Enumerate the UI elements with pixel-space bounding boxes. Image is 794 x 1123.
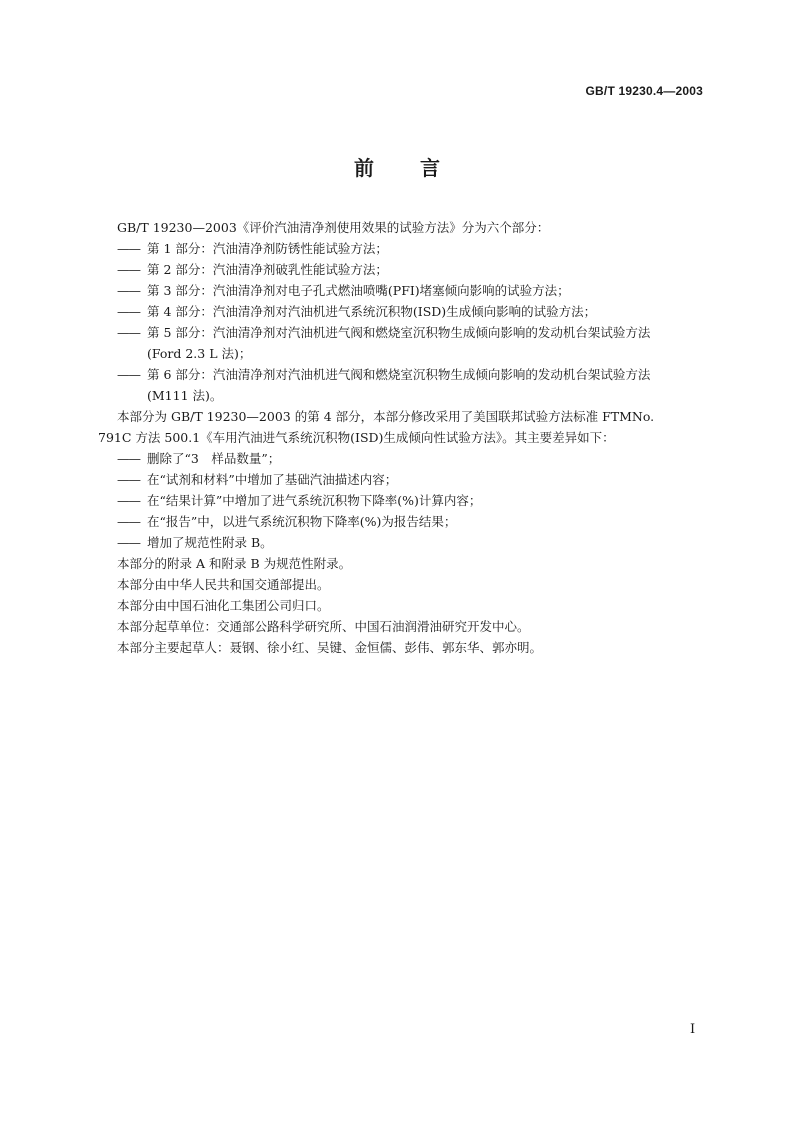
list-item — [117, 259, 705, 280]
part-text: 第 6 部分：汽油清净剂对汽油机进气阀和燃烧室沉积物生成倾向影响的发动机台架试验方法 — [147, 367, 651, 382]
difference-text: 在“试剂和材料”中增加了基础汽油描述内容； — [147, 472, 398, 487]
dash-marker: —— — [117, 493, 140, 508]
dash-marker: —— — [117, 367, 140, 382]
page-title: 前言 — [354, 156, 486, 180]
part-text: 第 3 部分：汽油清净剂对电子孔式燃油喷嘴(PFI)堵塞倾向影响的试验方法； — [147, 283, 570, 298]
list-item — [117, 511, 705, 532]
dash-marker: —— — [117, 325, 140, 340]
adoption-paragraph-continuation: 791C 方法 500.1《车用汽油进气系统沉积物(ISD)生成倾向性试验方法》。其主要差异如下： — [98, 430, 615, 445]
dash-marker: —— — [117, 535, 140, 550]
statement-paragraph: 本部分的附录 A 和附录 B 为规范性附录。 — [117, 556, 352, 571]
statement-paragraph: 本部分由中国石油化工集团公司归口。 — [117, 598, 330, 613]
page-number: I — [690, 1022, 696, 1037]
part-text: 第 5 部分：汽油清净剂对汽油机进气阀和燃烧室沉积物生成倾向影响的发动机台架试验方法 — [147, 325, 651, 340]
intro-paragraph: GB/T 19230—2003《评价汽油清净剂使用效果的试验方法》分为六个部分： — [117, 220, 550, 235]
difference-text: 增加了规范性附录 B。 — [147, 535, 273, 550]
dash-marker: —— — [117, 472, 140, 487]
part-text: 第 4 部分：汽油清净剂对汽油机进气系统沉积物(ISD)生成倾向影响的试验方法； — [147, 304, 597, 319]
statement-paragraph: 本部分由中华人民共和国交通部提出。 — [117, 577, 330, 592]
statement-paragraph: 本部分起草单位：交通部公路科学研究所、中国石油润滑油研究开发中心。 — [117, 619, 530, 634]
dash-marker: —— — [117, 283, 140, 298]
list-item — [117, 280, 705, 301]
list-item — [117, 322, 705, 343]
statement-paragraph: 本部分主要起草人：聂钢、徐小红、吴键、金恒儒、彭伟、郭东华、郭亦明。 — [117, 640, 543, 655]
list-item — [117, 364, 705, 385]
list-item-continuation: (M111 法)。 — [147, 388, 223, 403]
difference-text: 在“结果计算”中增加了进气系统沉积物下降率(%)计算内容； — [147, 493, 482, 508]
list-item — [117, 490, 705, 511]
dash-marker: —— — [117, 304, 140, 319]
list-item — [117, 448, 705, 469]
list-item — [117, 238, 705, 259]
list-item — [117, 532, 705, 553]
list-item-continuation: (Ford 2.3 L 法)； — [147, 346, 252, 361]
difference-text: 在“报告”中，以进气系统沉积物下降率(%)为报告结果； — [147, 514, 457, 529]
standard-number: GB/T 19230.4—2003 — [585, 84, 703, 98]
adoption-paragraph: 本部分为 GB/T 19230—2003 的第 4 部分，本部分修改采用了美国联邦试验方法标准 FTMNo. — [117, 409, 655, 424]
part-text: 第 1 部分：汽油清净剂防锈性能试验方法； — [147, 241, 388, 256]
difference-text: 删除了“3 样品数量”； — [147, 451, 281, 466]
dash-marker: —— — [117, 241, 140, 256]
list-item — [117, 301, 705, 322]
dash-marker: —— — [117, 262, 140, 277]
foreword-body — [98, 217, 705, 658]
part-text: 第 2 部分：汽油清净剂破乳性能试验方法； — [147, 262, 388, 277]
list-item — [117, 469, 705, 490]
dash-marker: —— — [117, 514, 140, 529]
dash-marker: —— — [117, 451, 140, 466]
